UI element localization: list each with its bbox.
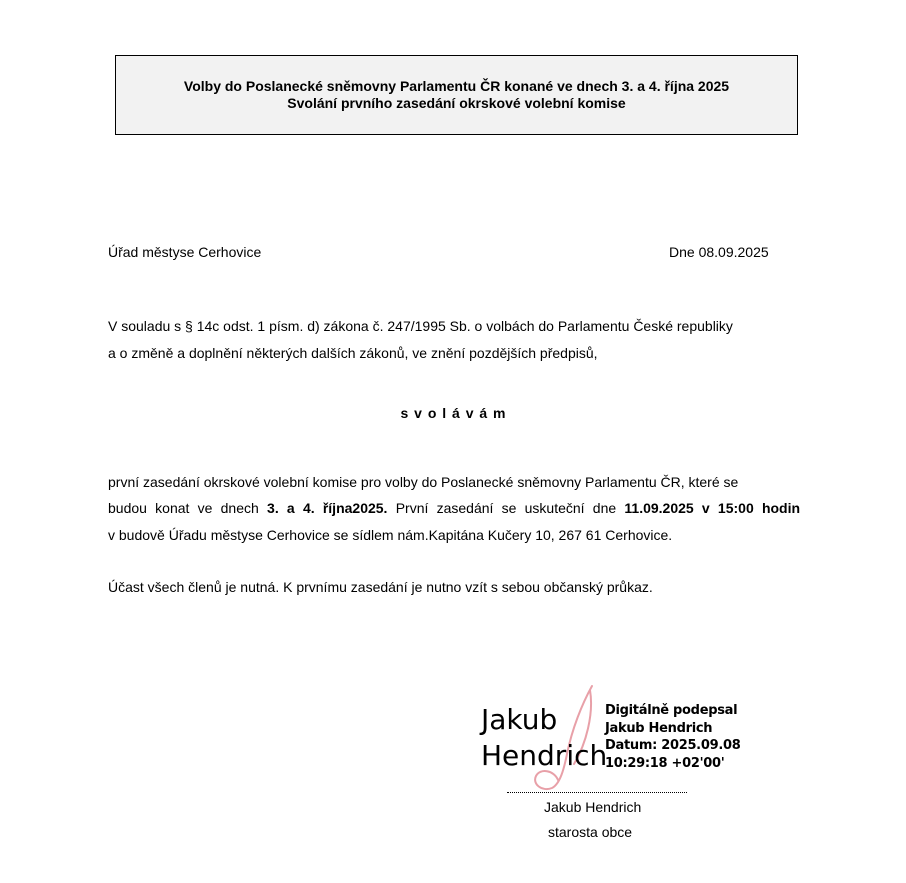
signature-name [481, 702, 607, 774]
signature-first-name: Jakub [481, 703, 558, 736]
signature-last-name: Hendrich [481, 739, 608, 772]
office-name: Úřad městyse Cerhovice [108, 244, 262, 260]
signer-title: starosta obce [548, 824, 633, 840]
signature-metadata [605, 702, 740, 772]
body-line-1: první zasedání okrskové volební komise pro volby do Poslanecké sněmovny Parlamentu ČR, které se [108, 474, 739, 490]
signature-meta-line-1: Digitálně podepsal [605, 703, 738, 718]
body-line-2-part-c: První zasedání se uskuteční dne [395, 500, 617, 516]
header-title: Volby do Poslanecké sněmovny Parlamentu ČR konané ve dnech 3. a 4. října 2025 [183, 78, 730, 94]
body-line-2-part-a: budou konat ve dnech [108, 500, 259, 516]
attendance-notice: Účast všech členů je nutná. K prvnímu zasedání je nutno vzít s sebou občanský průkaz. [108, 579, 653, 595]
document-header [115, 55, 798, 135]
signature-meta-line-4: 10:29:18 +02'00' [605, 755, 725, 771]
intro-line-2: a o změně a doplnění některých dalších zákonů, ve znění pozdějších předpisů, [108, 345, 598, 361]
convoke-heading: svolávám [400, 405, 512, 421]
intro-line-1: V souladu s § 14c odst. 1 písm. d) zákona č. 247/1995 Sb. o volbách do Parlamentu České republiky [108, 318, 733, 334]
signature-line [507, 792, 687, 793]
election-dates: 3. a 4. října2025. [267, 500, 388, 516]
signature-meta-line-3: Datum: 2025.09.08 [605, 738, 741, 753]
signer-name: Jakub Hendrich [544, 799, 642, 815]
signature-meta-line-2: Jakub Hendrich [605, 720, 713, 736]
body-line-3: v budově Úřadu městyse Cerhovice se sídlem nám.Kapitána Kučery 10, 267 61 Cerhovice. [108, 527, 673, 543]
body-line-2 [108, 500, 800, 516]
meeting-datetime: 11.09.2025 v 15:00 hodin [624, 500, 801, 516]
document-date: Dne 08.09.2025 [669, 244, 769, 260]
header-subtitle: Svolání prvního zasedání okrskové volební komise [287, 95, 626, 111]
